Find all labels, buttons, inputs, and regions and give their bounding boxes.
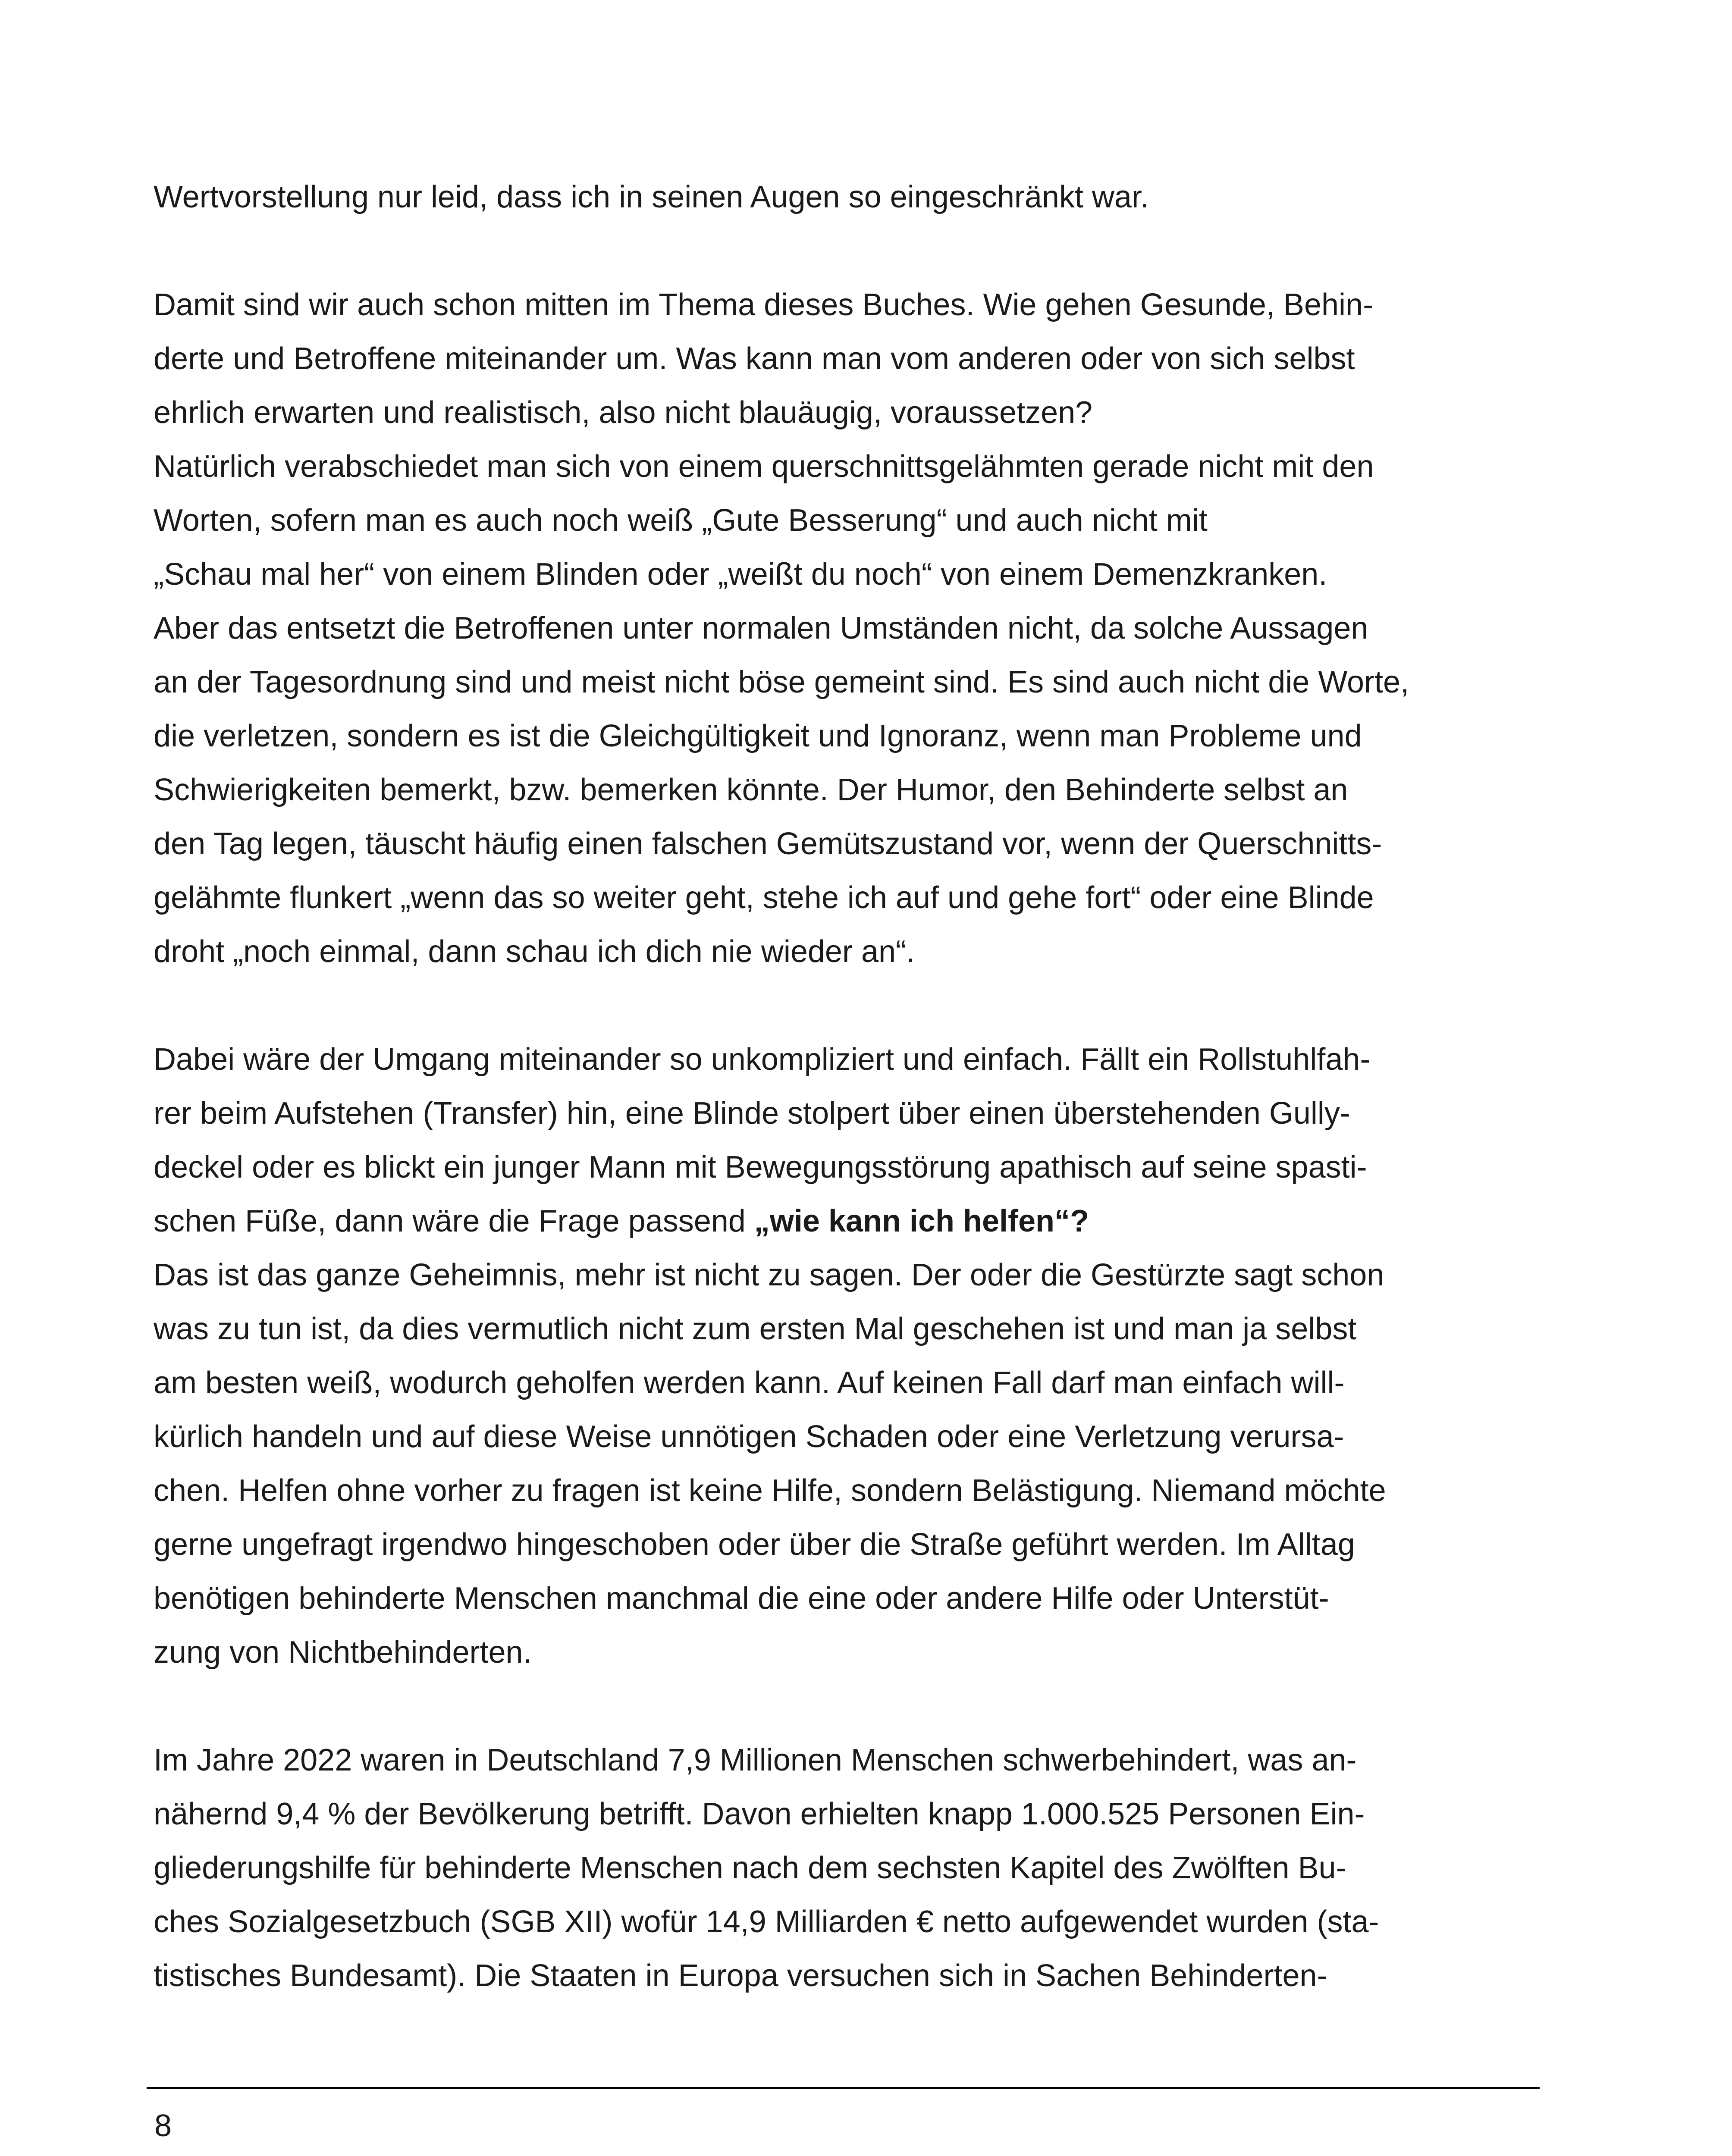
text-line: ches Sozialgesetzbuch (SGB XII) wofür 14,9 Milliarden € netto aufgewendet wurden (sta- [154,1905,1379,1939]
text-line: zung von Nichtbehinderten. [154,1635,532,1670]
emphasized-question: „wie kann ich helfen“? [754,1204,1089,1238]
text-line: an der Tagesordnung sind und meist nicht böse gemeint sind. Es sind auch nicht die Worte, [154,665,1409,699]
text-line: „Schau mal her“ von einem Blinden oder „weißt du noch“ von einem Demenzkranken. [154,557,1327,592]
text-line-prefix: schen Füße, dann wäre die Frage passend [154,1204,754,1238]
text-line-with-emphasis [154,1194,1577,1248]
text-line: rer beim Aufstehen (Transfer) hin, eine Blinde stolpert über einen überstehenden Gully- [154,1096,1350,1131]
text-line: Aber das entsetzt die Betroffenen unter normalen Umständen nicht, da solche Aussagen [154,611,1368,646]
text-line: Worten, sofern man es auch noch weiß „Gute Besserung“ und auch nicht mit [154,503,1208,538]
text-line: deckel oder es blickt ein junger Mann mit Bewegungsstörung apathisch auf seine spasti- [154,1150,1367,1185]
text-line: ehrlich erwarten und realistisch, also nicht blauäugig, voraussetzen? [154,395,1093,430]
paragraph-gap [154,979,1577,1033]
text-line: chen. Helfen ohne vorher zu fragen ist keine Hilfe, sondern Belästigung. Niemand möchte [154,1473,1386,1508]
footer-divider [147,2087,1540,2089]
text-line: benötigen behinderte Menschen manchmal die eine oder andere Hilfe oder Unterstüt- [154,1581,1329,1616]
text-line: gelähmte flunkert „wenn das so weiter geht, stehe ich auf und gehe fort“ oder eine Blinde [154,881,1374,915]
text-line: am besten weiß, wodurch geholfen werden kann. Auf keinen Fall darf man einfach will- [154,1366,1345,1400]
text-line: Dabei wäre der Umgang miteinander so unkompliziert und einfach. Fällt ein Rollstuhlfah- [154,1042,1371,1077]
text-line: nähernd 9,4 % der Bevölkerung betrifft. Davon erhielten knapp 1.000.525 Personen Ein- [154,1797,1365,1831]
page-number: 8 [154,2109,172,2143]
text-line: Damit sind wir auch schon mitten im Thema dieses Buches. Wie gehen Gesunde, Behin- [154,288,1374,322]
text-line: Wertvorstellung nur leid, dass ich in seinen Augen so eingeschränkt war. [154,180,1149,214]
text-line: was zu tun ist, da dies vermutlich nicht zum ersten Mal geschehen ist und man ja selbst [154,1312,1357,1346]
body-text [154,170,1577,2003]
text-line: derte und Betroffene miteinander um. Was kann man vom anderen oder von sich selbst [154,342,1355,376]
text-line: gliederungshilfe für behinderte Menschen nach dem sechsten Kapitel des Zwölften Bu- [154,1851,1346,1885]
text-line: die verletzen, sondern es ist die Gleichgültigkeit und Ignoranz, wenn man Probleme und [154,719,1362,753]
text-line: Natürlich verabschiedet man sich von einem querschnittsgelähmten gerade nicht mit den [154,449,1374,484]
text-line: tistisches Bundesamt). Die Staaten in Europa versuchen sich in Sachen Behinderten- [154,1959,1327,1993]
paragraph-gap [154,224,1577,278]
text-line: den Tag legen, täuscht häufig einen falschen Gemütszustand vor, wenn der Querschnitts- [154,827,1382,861]
text-line: Das ist das ganze Geheimnis, mehr ist nicht zu sagen. Der oder die Gestürzte sagt schon [154,1258,1384,1292]
paragraph-gap [154,1680,1577,1733]
text-line: Im Jahre 2022 waren in Deutschland 7,9 Millionen Menschen schwerbehindert, was an- [154,1743,1357,1777]
text-line: droht „noch einmal, dann schau ich dich nie wieder an“. [154,934,915,969]
text-line: Schwierigkeiten bemerkt, bzw. bemerken könnte. Der Humor, den Behinderte selbst an [154,773,1348,807]
text-line: gerne ungefragt irgendwo hingeschoben oder über die Straße geführt werden. Im Alltag [154,1527,1355,1562]
text-line: kürlich handeln und auf diese Weise unnötigen Schaden oder eine Verletzung verursa- [154,1420,1344,1454]
